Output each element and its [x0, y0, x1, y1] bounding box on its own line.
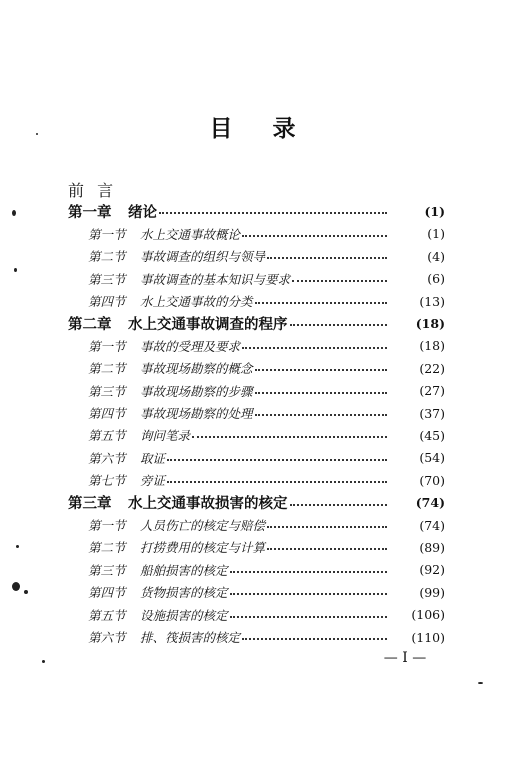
- toc-entry-label: 第七节: [88, 473, 126, 489]
- dot-leader: [167, 459, 387, 461]
- toc-entry-label: 第四节: [88, 585, 126, 601]
- toc-entry-label: 第二节: [88, 361, 126, 377]
- dot-leader: [192, 436, 387, 438]
- toc-page-number: (110): [411, 629, 445, 645]
- dot-leader: [267, 548, 387, 550]
- toc-page-number: (18): [415, 315, 445, 331]
- toc-entry-title: 打捞费用的核定与计算: [140, 540, 266, 556]
- toc-section-row: [0, 245, 505, 267]
- scan-speck: [42, 660, 45, 663]
- toc-entry-label: 第六节: [88, 450, 126, 466]
- toc-entry-label: 第四节: [88, 406, 126, 421]
- dot-leader: [267, 526, 387, 528]
- dot-leader: [159, 212, 387, 214]
- dot-leader: [267, 257, 387, 259]
- toc-page-number: (1): [424, 203, 445, 219]
- toc-section-row: [0, 581, 505, 603]
- toc-entry-label: 第五节: [88, 607, 126, 623]
- toc-page-number: (92): [419, 562, 445, 578]
- toc-section-row: [0, 536, 505, 558]
- toc-entry-label: 第四节: [88, 294, 126, 309]
- scan-speck: [14, 268, 17, 272]
- dot-leader: [255, 414, 387, 416]
- toc-section-row: [0, 469, 505, 491]
- toc-page-number: (6): [427, 271, 445, 287]
- toc-entry-label: 第二节: [88, 249, 126, 265]
- toc-entry-title: 事故的受理及要求: [140, 338, 241, 354]
- dot-leader: [292, 280, 387, 282]
- dot-leader: [230, 593, 387, 595]
- toc-section-row: [0, 268, 505, 290]
- toc-entry-title: 人员伤亡的核定与赔偿: [140, 518, 266, 533]
- toc-page-number: (106): [411, 607, 445, 623]
- toc-entry-title: 事故调查的基本知识与要求: [140, 271, 291, 287]
- scan-speck: [478, 682, 483, 684]
- toc-chapter-row: [0, 312, 505, 334]
- toc-section-row: [0, 424, 505, 446]
- scan-speck: [12, 582, 20, 591]
- scan-speck: [24, 590, 28, 594]
- toc-entry-title: 旁证: [140, 473, 166, 489]
- toc-page-number: (1): [427, 226, 445, 242]
- dot-leader: [230, 616, 387, 618]
- page-number-footer: — I —: [383, 650, 427, 666]
- toc-page-number: (13): [419, 293, 445, 309]
- toc-entry-label: 第一章: [68, 203, 112, 221]
- toc-entry-label: 第一节: [88, 226, 126, 242]
- dot-leader: [290, 504, 388, 506]
- toc-entry-title: 事故现场勘察的步骤: [140, 383, 253, 399]
- toc-entry-label: 前 言: [68, 180, 118, 200]
- toc-section-row: [0, 626, 505, 648]
- toc-section-row: [0, 402, 505, 424]
- toc-entry-title: 货物损害的核定: [140, 585, 228, 601]
- toc-entry-label: 第三节: [88, 562, 126, 578]
- toc-section-row: [0, 447, 505, 469]
- toc-entry-title: 设施损害的核定: [140, 607, 228, 623]
- toc-entry-title: 水上交通事故概论: [140, 226, 241, 242]
- toc-entry-label: 第二节: [88, 540, 126, 556]
- dot-leader: [255, 392, 387, 394]
- toc-entry-title: 水上交通事故调查的程序: [128, 315, 288, 333]
- toc-entry-label: 第三节: [88, 383, 126, 399]
- toc-entry-label: 第二章: [68, 315, 112, 333]
- toc-page-number: (74): [419, 517, 445, 533]
- scan-speck: [16, 545, 19, 548]
- toc-page-number: (22): [419, 360, 445, 376]
- toc-section-row: [0, 223, 505, 245]
- toc-page-number: (37): [419, 405, 445, 421]
- toc-page-number: (4): [427, 248, 445, 264]
- toc-entry-title: 水上交通事故损害的核定: [128, 495, 288, 513]
- toc-entry-title: 询问笔录: [140, 428, 191, 444]
- dot-leader: [255, 369, 387, 371]
- toc-page-number: (45): [419, 427, 445, 443]
- toc-entry-title: 绪论: [128, 203, 157, 221]
- toc-chapter-row: [0, 200, 505, 222]
- title-char-2: 录: [272, 116, 296, 142]
- toc-chapter-row: [0, 492, 505, 514]
- dot-leader: [242, 638, 387, 640]
- dot-leader: [255, 302, 387, 304]
- page-title: [0, 110, 505, 143]
- toc-entry-title: 事故调查的组织与领导: [140, 249, 266, 265]
- toc-page-number: (74): [415, 495, 445, 511]
- toc-section-row: [0, 380, 505, 402]
- dot-leader: [167, 481, 387, 483]
- toc-entry-label: 第三章: [68, 495, 112, 513]
- toc-page-number: (18): [419, 338, 445, 354]
- toc-entry-label: 第一节: [88, 338, 126, 354]
- toc-section-row: [0, 559, 505, 581]
- toc-section-row: [0, 604, 505, 626]
- toc-section-row: [0, 357, 505, 379]
- toc-section-row: [0, 514, 505, 536]
- scan-speck: [12, 210, 16, 216]
- toc-section-row: [0, 335, 505, 357]
- toc-entry-label: 第六节: [88, 630, 126, 645]
- toc-entry-label: 第一节: [88, 518, 126, 533]
- dot-leader: [230, 571, 387, 573]
- toc-page-number: (54): [419, 450, 445, 466]
- toc-entry-title: 事故现场勘察的处理: [140, 406, 253, 421]
- scan-speck: [36, 133, 38, 135]
- toc-entry-title: 水上交通事故的分类: [140, 294, 253, 309]
- toc-page-number: (70): [419, 472, 445, 488]
- toc-entry-title: 排、筏损害的核定: [140, 630, 241, 645]
- toc-entry-title: 船舶损害的核定: [140, 562, 228, 578]
- toc-page-number: (99): [419, 584, 445, 600]
- toc-page-number: (89): [419, 539, 445, 555]
- toc-entry-label: 第三节: [88, 271, 126, 287]
- toc-entry-title: 事故现场勘察的概念: [140, 361, 253, 377]
- toc-section-row: [0, 290, 505, 312]
- dot-leader: [242, 347, 387, 349]
- dot-leader: [242, 235, 387, 237]
- toc-preface-row: [0, 178, 505, 200]
- title-char-1: 目: [209, 116, 233, 142]
- toc-page-number: (27): [419, 383, 445, 399]
- toc-entry-title: 取证: [140, 450, 166, 466]
- dot-leader: [290, 324, 388, 326]
- toc-entry-label: 第五节: [88, 428, 126, 444]
